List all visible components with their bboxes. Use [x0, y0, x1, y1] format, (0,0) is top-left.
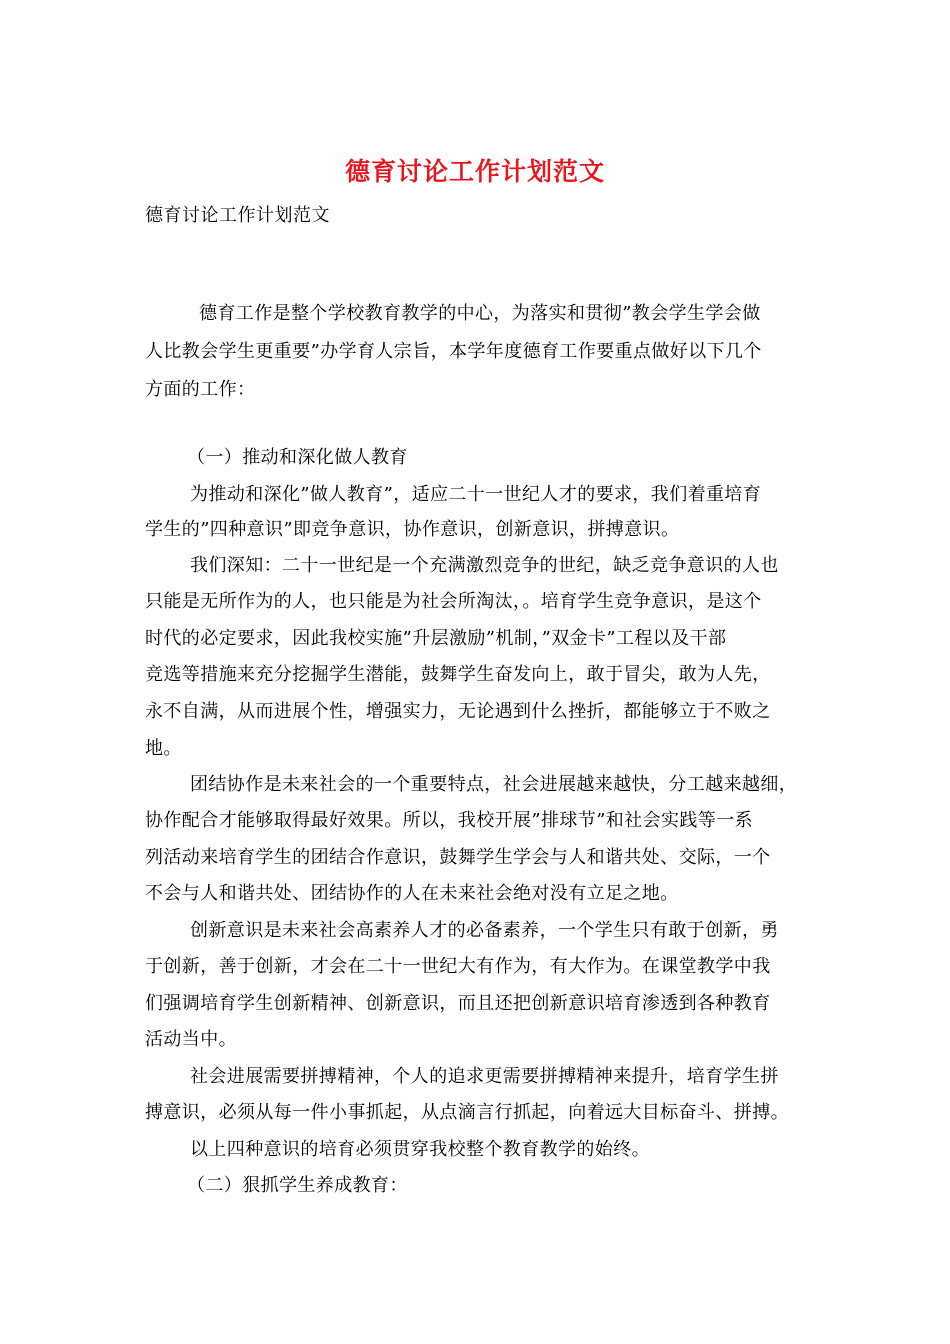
- body-line: 们强调培育学生创新精神、创新意识，而且还把创新意识培育渗透到各种教育: [145, 993, 771, 1014]
- body-line: 以上四种意识的培育必须贯穿我校整个教育教学的始终。: [190, 1139, 650, 1160]
- body-line: 团结协作是未来社会的一个重要特点，社会进展越来越快，分工越来越细，: [190, 774, 798, 795]
- section-heading: （二）狠抓学生养成教育：: [187, 1175, 408, 1196]
- body-line: 社会进展需要拼搏精神，个人的追求更需要拼搏精神来提升，培育学生拼: [190, 1066, 779, 1087]
- body-line: 协作配合才能够取得最好效果。所以，我校开展”排球节”和社会实践等一系: [145, 810, 754, 831]
- body-line: 于创新，善于创新，才会在二十一世纪大有作为，有大作为。在课堂教学中我: [145, 956, 771, 977]
- body-line: 活动当中。: [145, 1029, 237, 1050]
- body-line: 德育工作是整个学校教育教学的中心，为落实和贯彻”教会学生学会做: [199, 303, 761, 324]
- body-line: 创新意识是未来社会高素养人才的必备素养，一个学生只有敢于创新，勇: [190, 920, 779, 941]
- body-line: 列活动来培育学生的团结合作意识，鼓舞学生学会与人和谐共处、交际，一个: [145, 847, 771, 868]
- body-line: 竞选等措施来充分挖掘学生潜能，鼓舞学生奋发向上，敢于冒尖，敢为人先，: [145, 664, 771, 685]
- body-line: 只能是无所作为的人，也只能是为社会所淘汰，。培育学生竞争意识，是这个: [145, 591, 762, 612]
- body-line: 不会与人和谐共处、团结协作的人在未来社会绝对没有立足之地。: [145, 883, 679, 904]
- document-subtitle: 德育讨论工作计划范文: [145, 205, 330, 226]
- body-line: 学生的”四种意识”即竞争意识，协作意识，创新意识，拼搏意识。: [145, 519, 680, 540]
- body-line: 人比教会学生更重要”办学育人宗旨，本学年度德育工作要重点做好以下几个: [145, 341, 762, 362]
- body-line: 搏意识，必须从每一件小事抓起，从点滴言行抓起，向着远大目标奋斗、拼搏。: [145, 1102, 789, 1123]
- body-line: 永不自满，从而进展个性，增强实力，无论遇到什么挫折，都能够立于不败之: [145, 701, 771, 722]
- body-line: 时代的必定要求，因此我校实施”升层激励”机制，”双金卡”工程以及干部: [145, 628, 727, 649]
- body-line: 地。: [145, 738, 182, 759]
- body-line: 方面的工作：: [145, 379, 256, 400]
- section-heading: （一）推动和深化做人教育: [187, 447, 408, 468]
- body-line: 为推动和深化”做人教育”，适应二十一世纪人才的要求，我们着重培育: [190, 484, 762, 505]
- body-line: 我们深知：二十一世纪是一个充满激烈竞争的世纪，缺乏竞争意识的人也: [190, 555, 779, 576]
- document-title: 德育讨论工作计划范文: [344, 157, 605, 186]
